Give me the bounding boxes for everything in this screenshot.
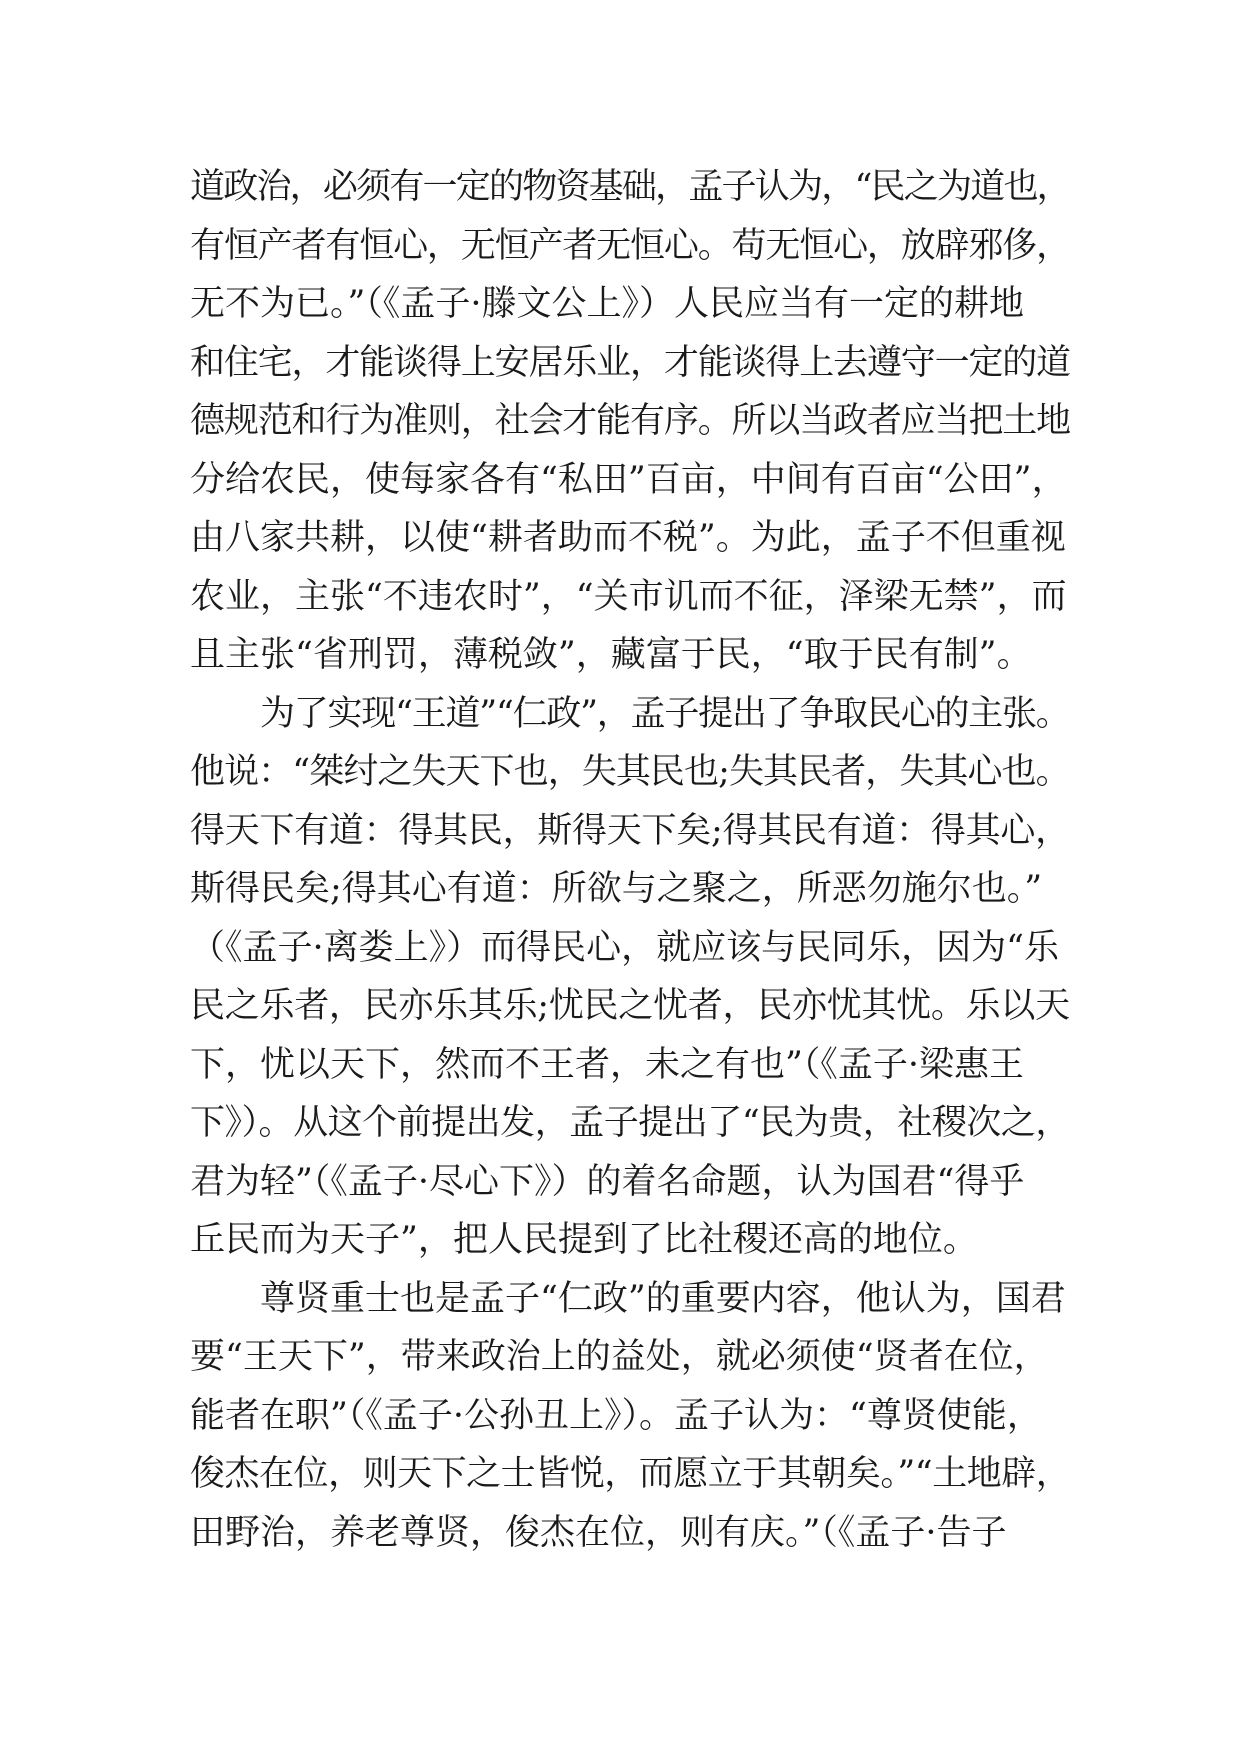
text-line: 和住宅，才能谈得上安居乐业，才能谈得上去遵守一定的道	[190, 342, 1071, 383]
text-line: 他说：“桀纣之失天下也，失其民也;失其民者，失其心也。	[190, 752, 1070, 792]
text-line: 田野治，养老尊贤，俊杰在位，则有庆。”（《孟子·告子	[190, 1512, 1007, 1553]
text-line: 要“王天下”，带来政治上的益处，就必须使“贤者在位，	[190, 1337, 1049, 1377]
text-line: 道政治，必须有一定的物资基础，孟子认为，“民之为道也，	[190, 167, 1070, 207]
body-text	[190, 158, 1070, 1562]
text-line: （《孟子·离娄上》）而得民心，就应该与民同乐，因为“乐	[190, 927, 1060, 968]
text-line: 由八家共耕，以使“耕者助而不税”。为此，孟子不但重视	[190, 518, 1066, 558]
text-line: 分给农民，使每家各有“私田”百亩，中间有百亩“公田”，	[190, 459, 1067, 500]
text-line: 君为轻”（《孟子·尽心下》）的着名命题，认为国君“得乎	[190, 1161, 1025, 1202]
text-line: 斯得民矣;得其心有道：所欲与之聚之，所恶勿施尔也。”	[190, 869, 1043, 909]
paragraph-first-line: 为了实现“王道”“仁政”，孟子提出了争取民心的主张。	[260, 693, 1070, 734]
text-line: 能者在职”（《孟子·公孙丑上》）。孟子认为：“尊贤使能，	[190, 1395, 1042, 1436]
text-line: 丘民而为天子”，把人民提到了比社稷还高的地位。	[190, 1220, 978, 1260]
paragraph-first-line: 尊贤重士也是孟子“仁政”的重要内容，他认为，国君	[260, 1278, 1066, 1319]
text-line: 下》）。从这个前提出发，孟子提出了“民为贵，社稷次之，	[190, 1103, 1070, 1143]
text-line: 德规范和行为准则，社会才能有序。所以当政者应当把土地	[190, 401, 1071, 441]
text-line: 无不为已。”（《孟子·滕文公上》）人民应当有一定的耕地	[190, 284, 1025, 324]
text-line: 农业，主张“不违农时”，“关市讥而不征，泽梁无禁”，而	[190, 576, 1067, 617]
text-line: 下，忧以天下，然而不王者，未之有也”（《孟子·梁惠王	[190, 1044, 1025, 1085]
text-line: 民之乐者，民亦乐其乐;忧民之忧者，民亦忧其忧。乐以天	[190, 986, 1070, 1026]
text-line: 有恒产者有恒心，无恒产者无恒心。苟无恒心，放辟邪侈，	[190, 225, 1071, 266]
text-line: 俊杰在位，则天下之士皆悦，而愿立于其朝矣。”“土地辟，	[190, 1454, 1071, 1494]
text-line: 得天下有道：得其民，斯得天下矣;得其民有道：得其心，	[190, 810, 1070, 851]
text-line: 且主张“省刑罚，薄税敛”，藏富于民，“取于民有制”。	[190, 635, 1032, 675]
